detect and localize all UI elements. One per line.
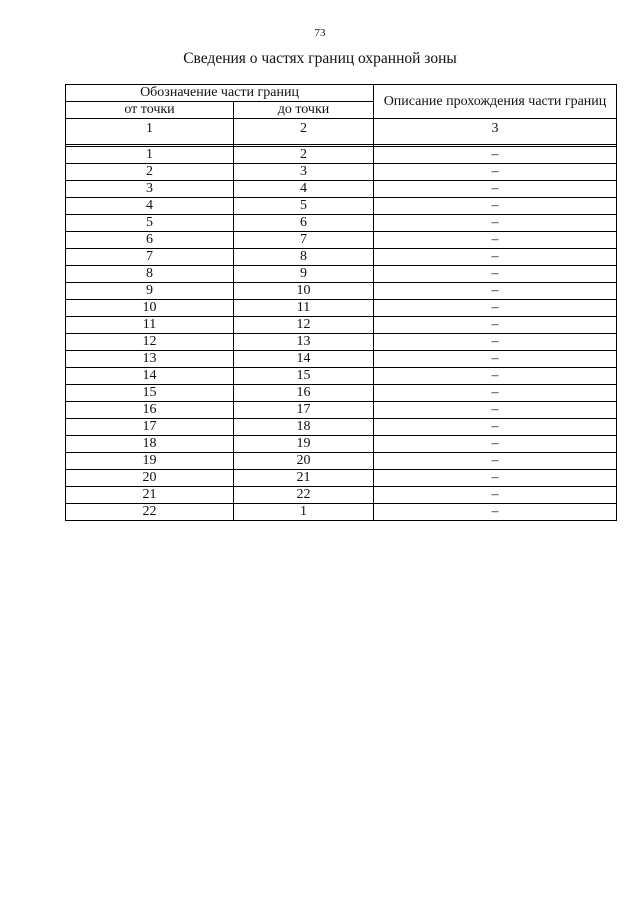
from-point-cell: 10 [66,300,234,317]
description-cell: – [374,504,617,521]
table-row [66,470,617,487]
to-point-cell: 1 [234,504,374,521]
from-point-cell: 6 [66,232,234,249]
to-point-cell: 15 [234,368,374,385]
table-row [66,164,617,181]
from-point-cell: 18 [66,436,234,453]
from-point-cell: 14 [66,368,234,385]
table-row [66,419,617,436]
to-point-cell: 3 [234,164,374,181]
from-point-cell: 12 [66,334,234,351]
description-cell: – [374,232,617,249]
header-to-point: до точки [234,102,374,119]
table-row [66,385,617,402]
table-row [66,181,617,198]
description-cell: – [374,215,617,232]
from-point-cell: 17 [66,419,234,436]
page-number: 73 [314,27,326,39]
to-point-cell: 17 [234,402,374,419]
table-row [66,402,617,419]
from-point-cell: 11 [66,317,234,334]
description-cell: – [374,368,617,385]
from-point-cell: 9 [66,283,234,300]
description-cell: – [374,283,617,300]
from-point-cell: 2 [66,164,234,181]
column-number: 3 [374,119,617,145]
table-row [66,249,617,266]
from-point-cell: 13 [66,351,234,368]
from-point-cell: 22 [66,504,234,521]
description-cell: – [374,300,617,317]
document-title: Сведения о частях границ охранной зоны [183,50,457,67]
from-point-cell: 21 [66,487,234,504]
to-point-cell: 8 [234,249,374,266]
from-point-cell: 8 [66,266,234,283]
table-row [66,453,617,470]
table-row [66,317,617,334]
boundary-parts-table [65,84,617,521]
to-point-cell: 10 [234,283,374,300]
to-point-cell: 19 [234,436,374,453]
table-row [66,334,617,351]
to-point-cell: 2 [234,147,374,164]
from-point-cell: 20 [66,470,234,487]
from-point-cell: 16 [66,402,234,419]
description-cell: – [374,334,617,351]
to-point-cell: 5 [234,198,374,215]
to-point-cell: 9 [234,266,374,283]
description-cell: – [374,402,617,419]
description-cell: – [374,419,617,436]
column-number: 2 [234,119,374,145]
table-row [66,504,617,521]
description-cell: – [374,317,617,334]
table-body [66,147,617,521]
table-row [66,351,617,368]
from-point-cell: 7 [66,249,234,266]
header-from-point: от точки [66,102,234,119]
from-point-cell: 15 [66,385,234,402]
description-cell: – [374,487,617,504]
from-point-cell: 1 [66,147,234,164]
table-row [66,283,617,300]
from-point-cell: 19 [66,453,234,470]
table-row [66,436,617,453]
table-row [66,232,617,249]
to-point-cell: 4 [234,181,374,198]
header-description: Описание прохождения части границ [374,85,617,119]
table-row [66,487,617,504]
header-boundary-designation: Обозначение части границ [66,85,374,102]
description-cell: – [374,385,617,402]
to-point-cell: 14 [234,351,374,368]
description-cell: – [374,164,617,181]
from-point-cell: 3 [66,181,234,198]
table-row [66,215,617,232]
to-point-cell: 16 [234,385,374,402]
description-cell: – [374,147,617,164]
to-point-cell: 7 [234,232,374,249]
to-point-cell: 22 [234,487,374,504]
description-cell: – [374,198,617,215]
description-cell: – [374,436,617,453]
to-point-cell: 11 [234,300,374,317]
table-row [66,300,617,317]
column-number: 1 [66,119,234,145]
to-point-cell: 13 [234,334,374,351]
from-point-cell: 4 [66,198,234,215]
to-point-cell: 20 [234,453,374,470]
description-cell: – [374,266,617,283]
description-cell: – [374,470,617,487]
from-point-cell: 5 [66,215,234,232]
to-point-cell: 12 [234,317,374,334]
description-cell: – [374,249,617,266]
description-cell: – [374,181,617,198]
to-point-cell: 18 [234,419,374,436]
table-row [66,147,617,164]
to-point-cell: 6 [234,215,374,232]
table-row [66,198,617,215]
table-row [66,368,617,385]
description-cell: – [374,453,617,470]
table-row [66,266,617,283]
to-point-cell: 21 [234,470,374,487]
description-cell: – [374,351,617,368]
